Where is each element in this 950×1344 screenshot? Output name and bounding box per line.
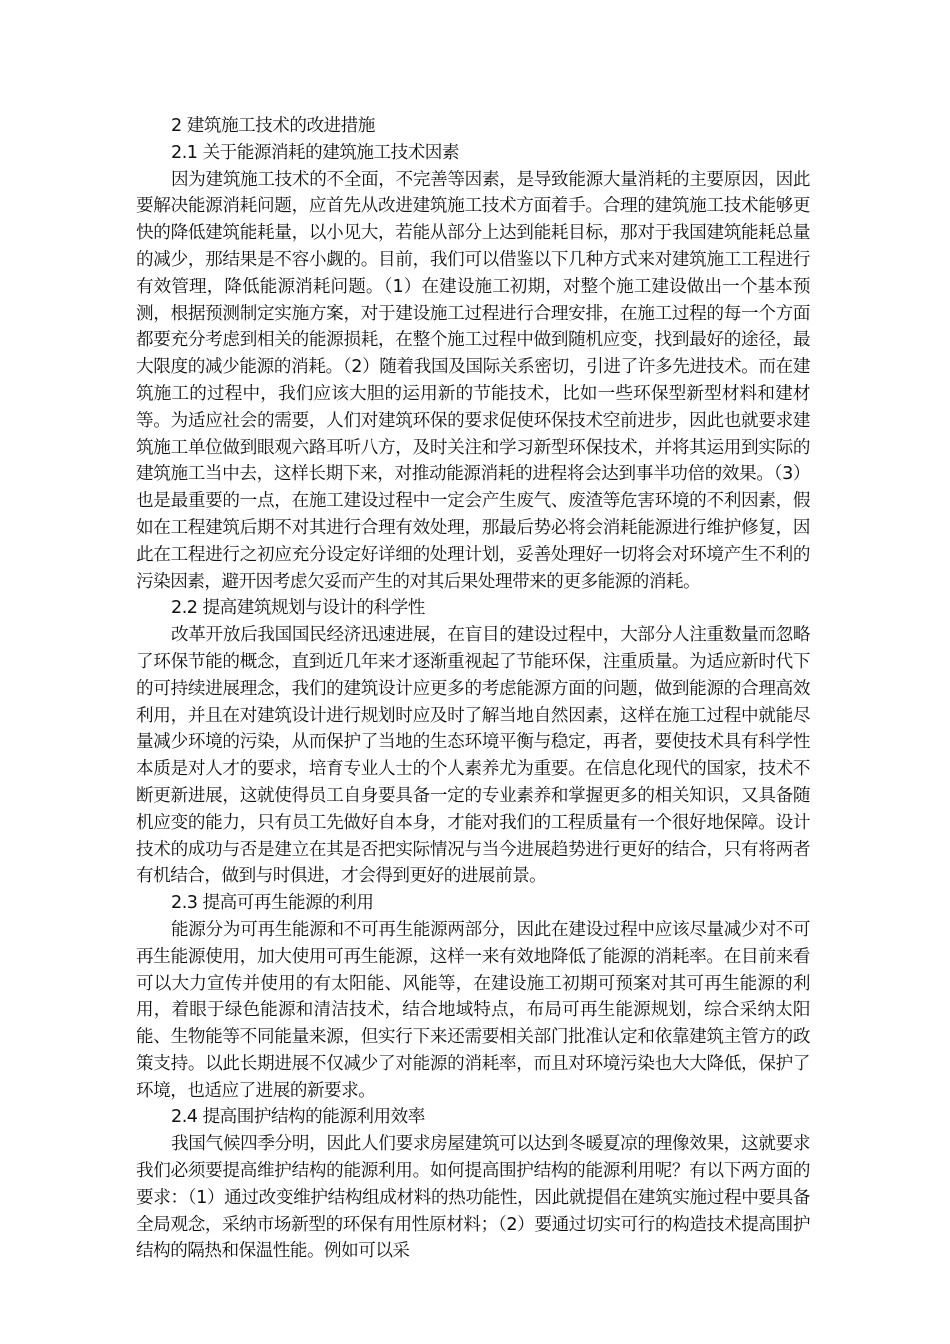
subsection-heading-2-2: 2.2 提高建筑规划与设计的科学性 bbox=[171, 598, 425, 619]
subsection-heading-2-1: 2.1 关于能源消耗的建筑施工技术因素 bbox=[171, 142, 459, 163]
subsection-heading-2-3: 2.3 提高可再生能源的利用 bbox=[171, 893, 374, 914]
subsection-body-2-2: 改革开放后我国国民经济迅速进展，在盲目的建设过程中，大部分人注重数量而忽略了环保节能的概念，直到近几年来才逐渐重视起了节能环保，注重质量。为适应新时代下的可持续进展理念，我们的建筑设计应更多的考虑能源方面的问题，做到能源的合理高效利用，并且在对建筑设计进行规划时应及时了解当地自然因素，这样在施工过程中就能尽量减少环境的污染，从而保护了当地的生态环境平衡与稳定，再者，要使技术具有科学性本质是对人才的要求，培育专业人士的个人素养尤为重要。在信息化现代的国家，技术不断更新进展，这就使得员工自身要具备一定的专业素养和掌握更多的相关知识，又具备随机应变的能力，只有员工先做好自本身，才能对我们的工程质量有一个很好地保障。设计技术的成功与否是建立在其是否把实际情况与当今进展趋势进行更好的结合，只有将两者有机结合，做到与时俱进，才会得到更好的进展前景。 bbox=[136, 625, 810, 887]
subsection-body-2-1: 因为建筑施工技术的不全面，不完善等因素，是导致能源大量消耗的主要原因，因此要解决能源消耗问题，应首先从改进建筑施工技术方面着手。合理的建筑施工技术能够更快的降低建筑能耗量，以小见大，若能从部分上达到能耗目标，那对于我国建筑能耗总量的减少，那结果是不容小觑的。目前，我们可以借鉴以下几种方式来对建筑施工工程进行有效管理，降低能源消耗问题。（1）在建设施工初期，对整个施工建设做出一个基本预测，根据预测制定实施方案，对于建设施工过程进行合理安排，在施工过程的每一个方面都要充分考虑到相关的能源损耗，在整个施工过程中做到随机应变，找到最好的途径，最大限度的减少能源的消耗。（2）随着我国及国际关系密切，引进了许多先进技术。而在建筑施工的过程中，我们应该大胆的运用新的节能技术，比如一些环保型新型材料和建材等。为适应社会的需要，人们对建筑环保的要求促使环保技术空前进步，因此也就要求建筑施工单位做到眼观六路耳听八方，及时关注和学习新型环保技术，并将其运用到实际的建筑施工当中去，这样长期下来，对推动能源消耗的进程将会达到事半功倍的效果。（3）也是最重要的一点，在施工建设过程中一定会产生废气、废渣等危害环境的不利因素，假如在工程建筑后期不对其进行合理有效处理，那最后势必将会消耗能源进行维护修复，因此在工程进行之初应充分设定好详细的处理计划，妥善处理好一切将会对环境产生不利的污染因素，避开因考虑欠妥而产生的对其后果处理带来的更多能源的消耗。 bbox=[136, 169, 810, 592]
document-page bbox=[136, 113, 810, 1265]
subsection-body-2-4: 我国气候四季分明，因此人们要求房屋建筑可以达到冬暖夏凉的理像效果，这就要求我们必须要提高维护结构的能源利用。如何提高围护结构的能源利用呢？有以下两方面的要求：（1）通过改变维护结构组成材料的热功能性，因此就提倡在建筑实施过程中要具备全局观念，采纳市场新型的环保有用性原材料；（2）要通过切实可行的构造技术提高围护结构的隔热和保温性能。例如可以采 bbox=[136, 1134, 810, 1262]
subsection-heading-2-4: 2.4 提高围护结构的能源利用效率 bbox=[171, 1107, 425, 1128]
subsection-body-2-3: 能源分为可再生能源和不可再生能源两部分，因此在建设过程中应该尽量减少对不可再生能源使用，加大使用可再生能源，这样一来有效地降低了能源的消耗率。在目前来看可以大力宣传并使用的有太阳能、风能等，在建设施工初期可预案对其可再生能源的利用，着眼于绿色能源和清洁技术，结合地域特点，布局可再生能源规划，综合采纳太阳能、生物能等不同能量来源，但实行下来还需要相关部门批准认定和依靠建筑主管方的政策支持。以此长期进展不仅减少了对能源的消耗率，而且对环境污染也大大降低，保护了环境，也适应了进展的新要求。 bbox=[136, 919, 810, 1101]
section-title: 2 建筑施工技术的改进措施 bbox=[171, 116, 375, 136]
